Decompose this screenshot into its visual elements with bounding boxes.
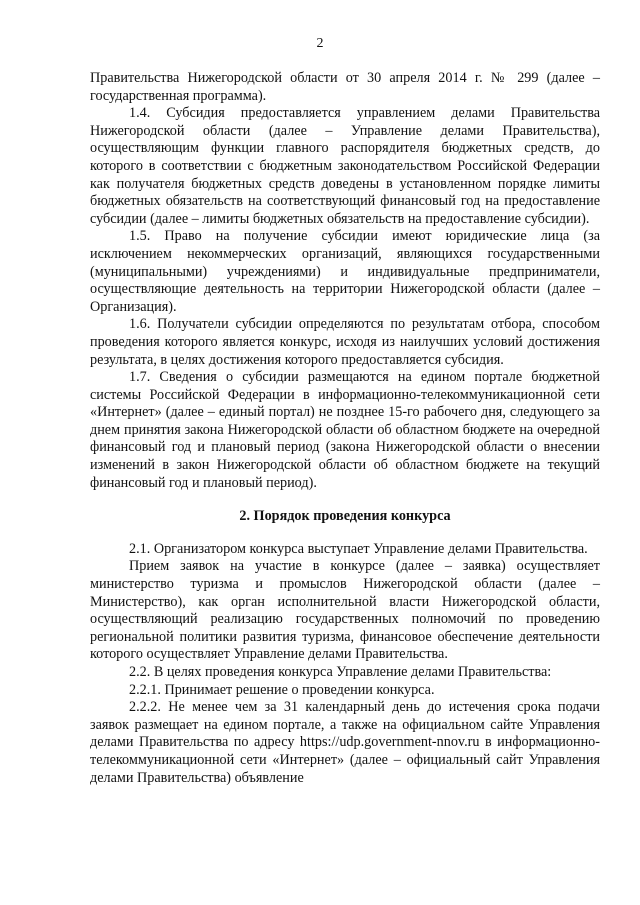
document-body	[90, 70, 600, 787]
paragraph-continuation: Правительства Нижегородской области от 30 апреля 2014 г. № 299 (далее – государственная программа).	[90, 70, 600, 104]
section-heading: 2. Порядок проведения конкурса	[239, 508, 451, 525]
paragraph-1-4: 1.4. Субсидия предоставляется управлением делами Правительства Нижегородской области (далее – Управление делами Правительства), осуществляющим функции главного распорядителя бюджетных средств, до которого в соответствии с бюджетным законодательством Российской Федерации как получателя бюджетных средств доведены в установленном порядке лимиты бюджетных обязательств на соответствующий финансовый год на предоставление субсидии (далее – лимиты бюджетных обязательств на предоставление субсидии).	[90, 105, 600, 227]
paragraph-applications: Прием заявок на участие в конкурсе (далее – заявка) осуществляет министерство туризма и промыслов Нижегородской области (далее – Министерство), как орган исполнительной власти Нижегородской области, осуществляющий реализацию государственных полномочий по проведению региональной политики развития туризма, финансовое обеспечение деятельности которого осуществляет Управление делами Правительства.	[90, 558, 600, 663]
page-number: 2	[316, 36, 324, 51]
paragraph-2-2-2: 2.2.2. Не менее чем за 31 календарный день до истечения срока подачи заявок размещает на едином портале, а также на официальном сайте Управления делами Правительства по адресу https://udp.government-nnov.ru в информационно-телекоммуникационной сети «Интернет» (далее – официальный сайт Управления делами Правительства) объявление	[90, 699, 600, 786]
paragraph-2-2: 2.2. В целях проведения конкурса Управление делами Правительства:	[129, 664, 552, 680]
paragraph-2-1: 2.1. Организатором конкурса выступает Управление делами Правительства.	[129, 540, 588, 557]
paragraph-1-6: 1.6. Получатели субсидии определяются по результатам отбора, способом проведения которого является конкурс, исходя из наилучших условий достижения результата, в целях достижения которого предоставляется субсидия.	[90, 316, 600, 368]
paragraph-2-2-1: 2.2.1. Принимает решение о проведении конкурса.	[129, 681, 435, 698]
paragraph-1-7: 1.7. Сведения о субсидии размещаются на едином портале бюджетной системы Российской Федерации в информационно-телекоммуникационной сети «Интернет» (далее – единый портал) не позднее 15-го рабочего дня, следующего за днем принятия закона Нижегородской области об областном бюджете на очередной финансовый год и плановый период (закона Нижегородской области о внесении изменений в закон Нижегородской области об областном бюджете на текущий финансовый год и плановый период).	[90, 369, 600, 491]
paragraph-1-5: 1.5. Право на получение субсидии имеют юридические лица (за исключением некоммерческих организаций, являющихся государственными (муниципальными) учреждениями) и индивидуальные предприниматели, осуществляющие деятельность на территории Нижегородской области (далее – Организация).	[90, 228, 600, 315]
